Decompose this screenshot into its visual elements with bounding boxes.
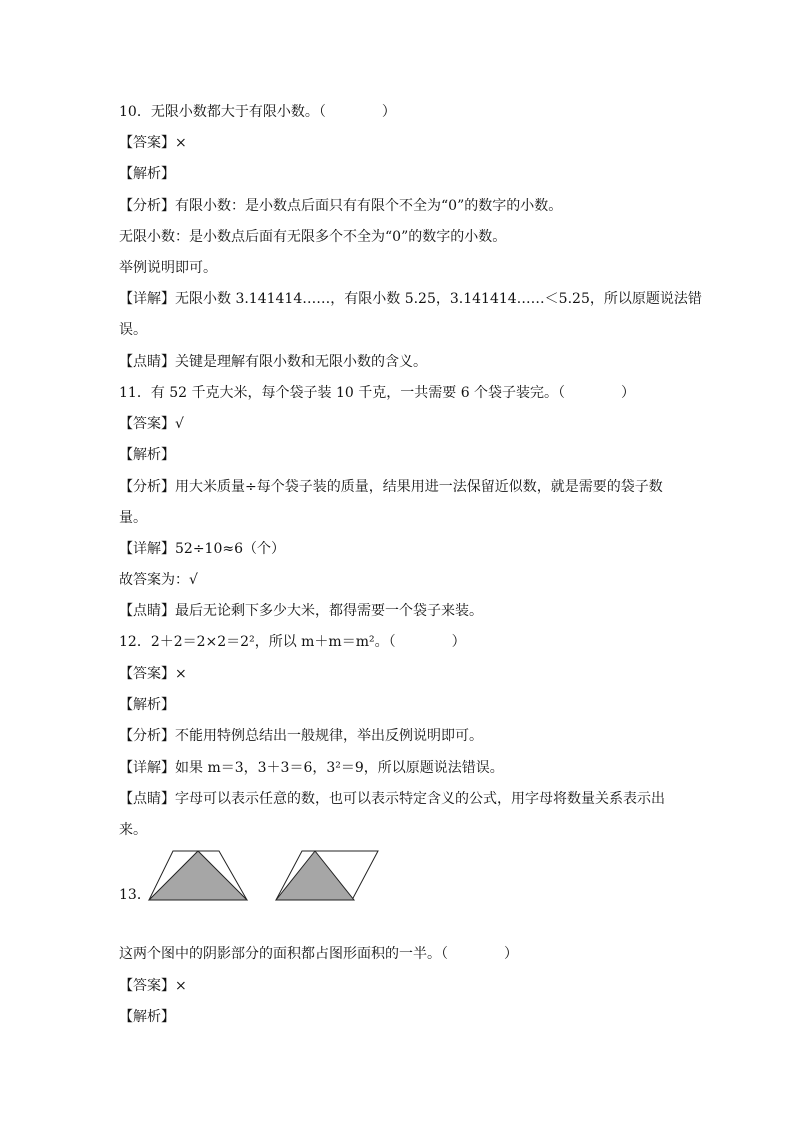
analysis-heading-13: 【解析】 xyxy=(119,1009,175,1025)
analysis-heading-10: 【解析】 xyxy=(119,166,175,182)
conclusion-11: 故答案为：√ xyxy=(119,572,198,588)
dianjing-10: 【点睛】关键是理解有限小数和无限小数的含义。 xyxy=(119,354,427,370)
xiangjie-10: 【详解】无限小数 3.141414……，有限小数 5.25，3.141414……＜5.25，所以原题说法错 xyxy=(119,291,702,307)
question-10: 10．无限小数都大于有限小数。（ ） xyxy=(119,104,396,120)
xiangjie-12: 【详解】如果 m＝3，3＋3＝6，3²＝9，所以原题说法错误。 xyxy=(119,760,504,776)
dianjing-12: 【点睛】字母可以表示任意的数，也可以表示特定含义的公式，用字母将数量关系表示出 xyxy=(119,791,665,807)
analysis-heading-12: 【解析】 xyxy=(119,697,175,713)
xiangjie-10-line2: 误。 xyxy=(119,322,147,338)
parallelogram-figure xyxy=(276,851,378,900)
answer-13: 【答案】× xyxy=(119,978,187,994)
fenxi-10-line2: 无限小数：是小数点后面有无限多个不全为“0”的数字的小数。 xyxy=(119,229,507,245)
analysis-heading-11: 【解析】 xyxy=(119,447,175,463)
xiangjie-11: 【详解】52÷10≈6（个） xyxy=(119,541,285,557)
fenxi-12: 【分析】不能用特例总结出一般规律，举出反例说明即可。 xyxy=(119,728,483,744)
shaded-figures xyxy=(146,850,386,902)
dianjing-11: 【点睛】最后无论剩下多少大米，都得需要一个袋子来装。 xyxy=(119,603,483,619)
fenxi-11-line2: 量。 xyxy=(119,510,147,526)
question-13: 这两个图中的阴影部分的面积都占图形面积的一半。（ ） xyxy=(119,946,518,962)
question-13-number: 13． xyxy=(119,887,151,903)
answer-11: 【答案】√ xyxy=(119,416,184,432)
answer-10: 【答案】× xyxy=(119,135,187,151)
fenxi-11: 【分析】用大米质量÷每个袋子装的质量，结果用进一法保留近似数，就是需要的袋子数 xyxy=(119,479,663,495)
answer-12: 【答案】× xyxy=(119,666,187,682)
trapezoid-figure xyxy=(149,851,247,900)
question-11: 11．有 52 千克大米，每个袋子装 10 千克，一共需要 6 个袋子装完。（ ） xyxy=(119,385,636,401)
question-12: 12．2＋2＝2×2＝2²，所以 m＋m＝m²。（ ） xyxy=(119,634,466,650)
dianjing-12-line2: 来。 xyxy=(119,822,147,838)
fenxi-10: 【分析】有限小数：是小数点后面只有有限个不全为“0”的数字的小数。 xyxy=(119,198,563,214)
fenxi-10-line3: 举例说明即可。 xyxy=(119,260,217,276)
